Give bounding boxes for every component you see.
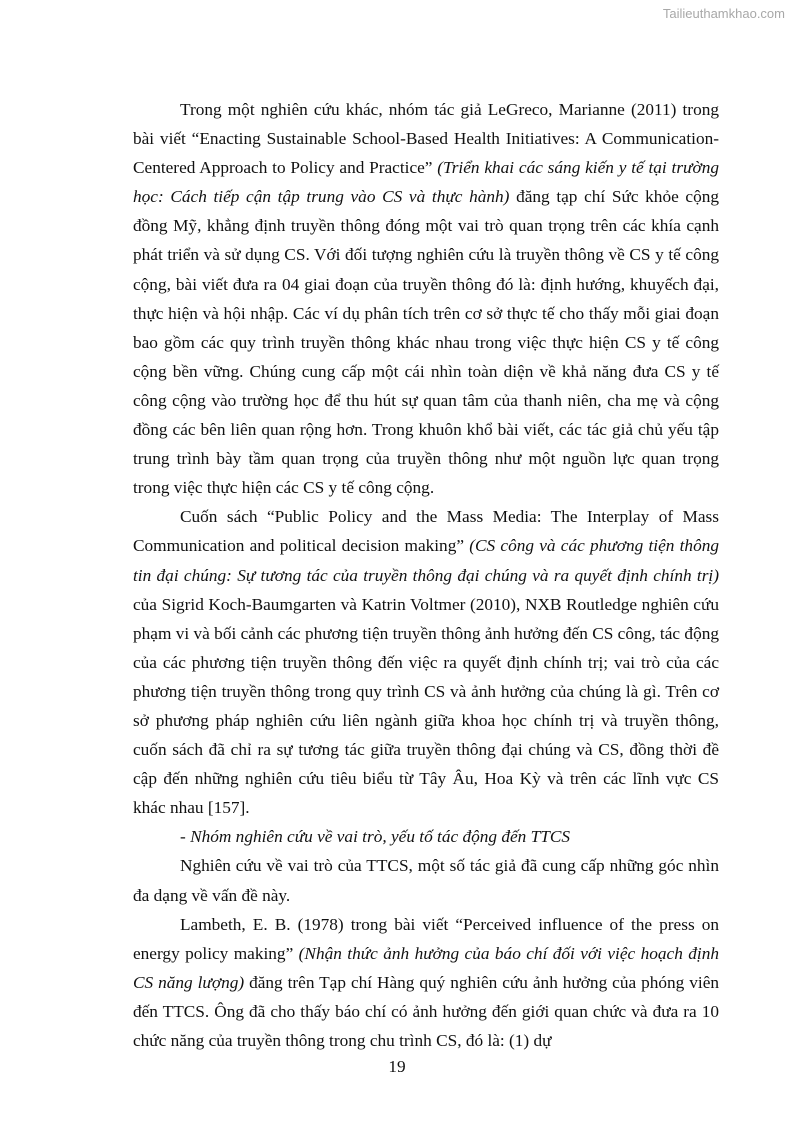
paragraph-2-text-a: Cuốn sách “Public Policy and the Mass Media: The Interplay of Mass Communication and political decision making”: [133, 507, 719, 556]
paragraph-2: [133, 502, 719, 822]
document-body: [133, 95, 719, 1055]
section-subheading: - Nhóm nghiên cứu về vai trò, yếu tố tác động đến TTCS: [180, 827, 571, 847]
paragraph-4: [133, 910, 719, 1055]
paragraph-1-text-a: Trong một nghiên cứu khác, nhóm tác giả LeGreco, Marianne (2011) trong bài viết “Enacting Sustainable School-Based Health Initiatives: A Communication-Centered Approach to Policy and Practice”: [133, 100, 719, 178]
paragraph-4-text-c: đăng trên Tạp chí Hàng quý nghiên cứu ảnh hưởng của phóng viên đến TTCS. Ông đã cho thấy báo chí có ảnh hưởng đến giới quan chức và đưa ra 10 chức năng của truyền thông trong chu trình CS, đó là: (1) dự: [133, 972, 720, 1050]
watermark: Tailieuthamkhao.com: [662, 6, 785, 21]
paragraph-1-text-c: đăng tạp chí Sức khỏe cộng đồng Mỹ, khẳng định truyền thông đóng một vai trò quan trọng trên các khía cạnh phát triển và sử dụng CS. Với đối tượng nghiên cứu là truyền thông về CS y tế công cộng, bài viết đưa ra 04 giai đoạn của truyền thông đó là: định hướng, khuyếch đại, thực hiện và hội nhập. Các ví dụ phân tích trên cơ sở thực tế cho thấy mỗi giai đoạn bao gồm các quy trình truyền thông khác nhau trong việc thực hiện CS y tế công cộng bền vững. Chúng cung cấp một cái nhìn toàn diện về khả năng đưa CS y tế công cộng vào trường học để thu hút sự quan tâm của thanh niên, cha mẹ và cộng đồng các bên liên quan rộng hơn. Trong khuôn khổ bài viết, các tác giả chủ yếu tập trung trình bày tầm quan trọng của truyền thông như một nguồn lực quan trọng trong việc thực hiện các CS y tế công cộng.: [133, 187, 719, 498]
paragraph-4-italic-translation: (Nhận thức ảnh hưởng của báo chí đối với việc hoạch định CS năng lượng): [133, 943, 719, 992]
paragraph-1-italic-translation: (Triển khai các sáng kiến y tế tại trường học: Cách tiếp cận tập trung vào CS và thực hành): [133, 158, 719, 207]
paragraph-2-text-c: của Sigrid Koch-Baumgarten và Katrin Voltmer (2010), NXB Routledge nghiên cứu phạm vi và bối cảnh các phương tiện truyền thông ảnh hưởng đến CS công, tác động của các phương tiện truyền thông đến việc ra quyết định chính trị; vai trò của các phương tiện truyền thông trong quy trình CS và ảnh hưởng của chúng là gì. Trên cơ sở phương pháp nghiên cứu liên ngành giữa khoa học chính trị và truyền thông, cuốn sách đã chỉ ra sự tương tác giữa truyền thông đại chúng và CS, đồng thời đề cập đến những nghiên cứu tiêu biểu từ Tây Âu, Hoa Kỳ và trên các lĩnh vực CS khác nhau [157].: [133, 594, 719, 818]
paragraph-4-text-a: Lambeth, E. B. (1978) trong bài viết “Perceived influence of the press on energy policy making”: [133, 914, 719, 963]
paragraph-2-italic-translation: (CS công và các phương tiện thông tin đại chúng: Sự tương tác của truyền thông đại chúng và ra quyết định chính trị): [133, 536, 719, 585]
page-number: 19: [388, 1057, 406, 1076]
paragraph-3: Nghiên cứu về vai trò của TTCS, một số tác giả đã cung cấp những góc nhìn đa dạng về vấn đề này.: [133, 856, 719, 905]
paragraph-1: [133, 95, 719, 502]
